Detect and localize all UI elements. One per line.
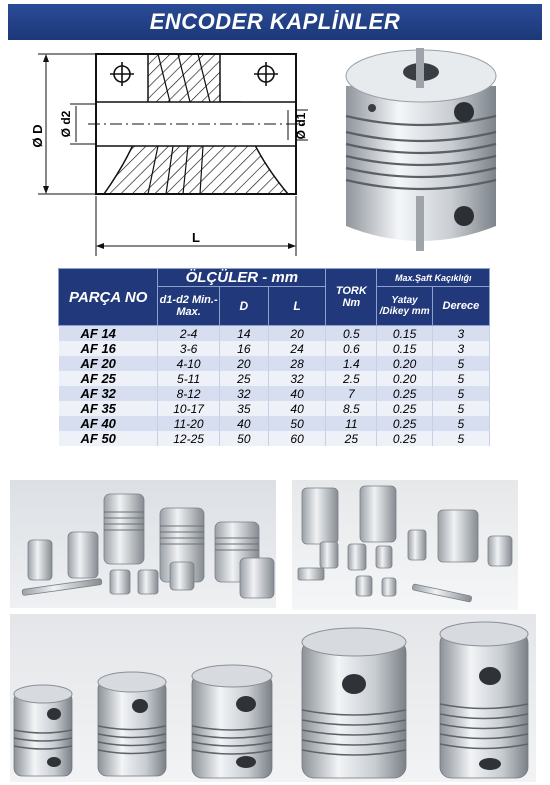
table-row (59, 386, 490, 401)
cell-d1d2: 8-12 (158, 386, 219, 401)
table-row (59, 416, 490, 431)
cell-angular: 5 (432, 386, 489, 401)
product-group-photo-2 (292, 480, 518, 610)
header-part-no: PARÇA NO (59, 269, 158, 326)
cell-D: 25 (219, 371, 268, 386)
cell-D: 50 (219, 431, 268, 446)
header-d1d2: d1-d2 Min.-Max. (158, 287, 219, 326)
cell-code: AF 40 (59, 416, 158, 431)
header-dimensions: ÖLÇÜLER - mm (158, 269, 326, 287)
table-row (59, 371, 490, 386)
cell-d1d2: 4-10 (158, 356, 219, 371)
table-row (59, 401, 490, 416)
cell-L: 40 (268, 386, 325, 401)
cell-code: AF 32 (59, 386, 158, 401)
specification-table (58, 268, 490, 446)
header-max-misalignment: Max.Şaft Kaçıklığı (377, 269, 490, 287)
cell-L: 20 (268, 326, 325, 342)
cell-radial: 0.25 (377, 386, 432, 401)
cell-radial: 0.15 (377, 341, 432, 356)
title-banner: ENCODER KAPLİNLER (8, 4, 542, 40)
cell-angular: 5 (432, 356, 489, 371)
cell-angular: 5 (432, 371, 489, 386)
header-torque: TORK Nm (326, 269, 377, 326)
cell-L: 40 (268, 401, 325, 416)
cell-radial: 0.25 (377, 431, 432, 446)
cell-code: AF 50 (59, 431, 158, 446)
header-D: D (219, 287, 268, 326)
cell-D: 14 (219, 326, 268, 342)
table-row (59, 356, 490, 371)
product-group-photo-1 (10, 480, 276, 608)
dim-d2-label: Ø d2 (59, 110, 73, 138)
cell-torque: 11 (326, 416, 377, 431)
cell-d1d2: 10-17 (158, 401, 219, 416)
cell-d1d2: 12-25 (158, 431, 219, 446)
cell-radial: 0.25 (377, 416, 432, 431)
cell-d1d2: 3-6 (158, 341, 219, 356)
cell-code: AF 16 (59, 341, 158, 356)
cell-radial: 0.25 (377, 401, 432, 416)
header-angular: Derece (432, 287, 489, 326)
table-row (59, 431, 490, 446)
cell-code: AF 35 (59, 401, 158, 416)
cell-L: 28 (268, 356, 325, 371)
cell-d1d2: 5-11 (158, 371, 219, 386)
cell-D: 35 (219, 401, 268, 416)
cell-L: 32 (268, 371, 325, 386)
cell-radial: 0.20 (377, 371, 432, 386)
cell-angular: 5 (432, 401, 489, 416)
coupling-technical-drawing (8, 46, 308, 260)
cell-torque: 2.5 (326, 371, 377, 386)
cell-torque: 8.5 (326, 401, 377, 416)
cell-torque: 1.4 (326, 356, 377, 371)
header-L: L (268, 287, 325, 326)
cell-torque: 7 (326, 386, 377, 401)
dim-d1-label: Ø d1 (294, 112, 308, 140)
cell-D: 16 (219, 341, 268, 356)
cell-angular: 5 (432, 431, 489, 446)
cell-radial: 0.15 (377, 326, 432, 342)
cell-angular: 3 (432, 341, 489, 356)
cell-angular: 3 (432, 326, 489, 342)
cell-D: 40 (219, 416, 268, 431)
cell-code: AF 25 (59, 371, 158, 386)
cell-code: AF 20 (59, 356, 158, 371)
cell-angular: 5 (432, 416, 489, 431)
cell-L: 24 (268, 341, 325, 356)
cell-D: 32 (219, 386, 268, 401)
cell-torque: 0.5 (326, 326, 377, 342)
cell-d1d2: 2-4 (158, 326, 219, 342)
cell-L: 50 (268, 416, 325, 431)
cell-D: 20 (219, 356, 268, 371)
cell-torque: 0.6 (326, 341, 377, 356)
cell-L: 60 (268, 431, 325, 446)
dim-l-label: L (192, 230, 200, 245)
product-lineup-photo (10, 614, 536, 782)
header-radial: Yatay /Dikey mm (377, 287, 432, 326)
cell-radial: 0.20 (377, 356, 432, 371)
cell-d1d2: 11-20 (158, 416, 219, 431)
dim-d-label: Ø D (30, 124, 45, 148)
cell-torque: 25 (326, 431, 377, 446)
cell-code: AF 14 (59, 326, 158, 342)
table-row (59, 326, 490, 342)
coupling-product-image (332, 46, 510, 258)
table-row (59, 341, 490, 356)
